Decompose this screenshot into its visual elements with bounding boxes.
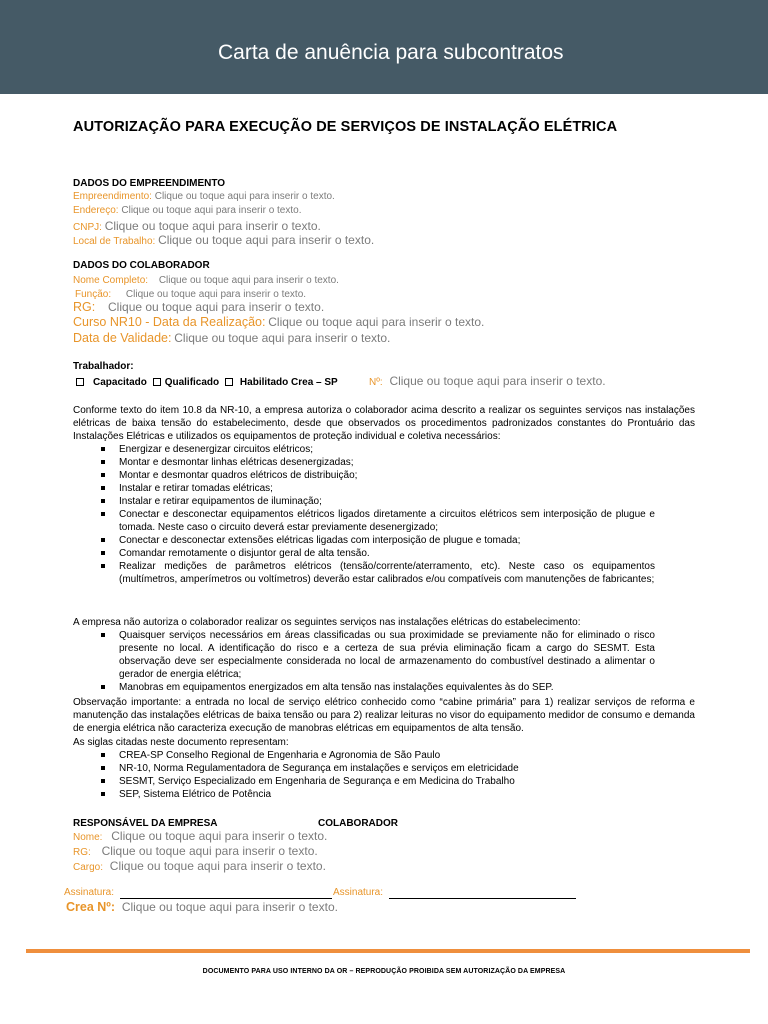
footer-divider: [26, 949, 750, 953]
nome-completo-input[interactable]: Clique ou toque aqui para inserir o texto.: [158, 275, 339, 286]
field-nome-completo: [73, 274, 339, 287]
list-item: Conectar e desconectar extensões elétricas ligadas com interposição de plugue e tomada;: [100, 534, 655, 547]
acronyms-intro: As siglas citadas neste documento representam:: [73, 737, 289, 748]
not-authorized-list: [100, 629, 655, 694]
list-item: Realizar medições de parâmetros elétricos (tensão/corrente/aterramento, etc). Neste caso os equipamentos (multímetros, amperímetros ou voltímetros) deverão estar calibrados e/ou compatíveis com manutenções de fabricantes;: [100, 560, 655, 586]
list-item: Quaisquer serviços necessários em áreas classificadas ou sua proximidade se previamente não for eliminado o risco presente no local. A identificação do risco e a certeza de sua prévia eliminação ficam a cargo do SESMT. Esta observação deve ser especialmente considerada no local de armazenamento do combustível destinado a alimentar o gerador de energia elétrica;: [100, 629, 655, 681]
list-item: Montar e desmontar linhas elétricas desenergizadas;: [100, 456, 655, 469]
signature-cargo-input[interactable]: Clique ou toque aqui para inserir o texto.: [109, 859, 326, 873]
cnpj-input[interactable]: Clique ou toque aqui para inserir o texto.: [104, 219, 321, 233]
option-label: Capacitado: [93, 377, 147, 388]
data-validade-input[interactable]: Clique ou toque aqui para inserir o texto.: [174, 331, 391, 345]
field-signature-rg: [73, 844, 318, 859]
field-label: Curso NR10 - Data da Realização:: [73, 315, 266, 329]
document-title: AUTORIZAÇÃO PARA EXECUÇÃO DE SERVIÇOS DE INSTALAÇÃO ELÉTRICA: [73, 119, 618, 135]
field-label: RG:: [73, 847, 91, 858]
field-cnpj: [73, 219, 321, 234]
section-heading-empreendimento: DADOS DO EMPREENDIMENTO: [73, 178, 226, 189]
list-item: Energizar e desenergizar circuitos elétricos;: [100, 443, 655, 456]
trabalhador-options: [73, 376, 338, 389]
field-label: Nº:: [369, 377, 383, 388]
section-heading-colaborador: DADOS DO COLABORADOR: [73, 260, 210, 271]
signature-nome-input[interactable]: Clique ou toque aqui para inserir o texto.: [111, 829, 328, 843]
header-title: Carta de anuência para subcontratos: [218, 41, 564, 64]
field-label: CNPJ:: [73, 222, 102, 233]
field-label: Data de Validade:: [73, 331, 172, 345]
crea-input[interactable]: Clique ou toque aqui para inserir o texto.: [121, 900, 338, 914]
list-item: Montar e desmontar quadros elétricos de distribuição;: [100, 469, 655, 482]
colaborador-heading: COLABORADOR: [318, 818, 398, 829]
option-label: Qualificado: [164, 377, 220, 388]
field-local-trabalho: [73, 233, 374, 248]
curso-nr10-input[interactable]: Clique ou toque aqui para inserir o texto.: [268, 315, 485, 329]
habilitado-crea-checkbox[interactable]: [225, 378, 233, 386]
signature-rg-input[interactable]: Clique ou toque aqui para inserir o texto.: [101, 844, 318, 858]
field-label: Cargo:: [73, 862, 104, 873]
field-numero: [369, 374, 606, 389]
not-authorized-intro: A empresa não autoriza o colaborador realizar os seguintes serviços nas instalações elétricas do estabelecimento:: [73, 617, 581, 628]
list-item: Instalar e retirar tomadas elétricas;: [100, 482, 655, 495]
list-item: Manobras em equipamentos energizados em alta tensão nas instalações equivalentes às do SEP.: [100, 681, 655, 694]
field-label: Função:: [75, 289, 112, 300]
assinatura-empresa-label: [64, 886, 114, 899]
header-banner: [0, 0, 768, 94]
authorized-list: [100, 443, 655, 586]
list-item: Instalar e retirar equipamentos de iluminação;: [100, 495, 655, 508]
list-item: CREA-SP Conselho Regional de Engenharia e Agronomia de São Paulo: [100, 749, 655, 762]
qualificado-checkbox[interactable]: [153, 378, 161, 386]
list-item: Conectar e desconectar equipamentos elétricos ligados diretamente a circuitos elétricos sem interposição de plugue e tomada. Neste caso o circuito deverá estar previamente desenergizado;: [100, 508, 655, 534]
local-trabalho-input[interactable]: Clique ou toque aqui para inserir o texto.: [158, 233, 375, 247]
endereco-input[interactable]: Clique ou toque aqui para inserir o texto.: [121, 205, 302, 216]
list-item: SEP, Sistema Elétrico de Potência: [100, 788, 655, 801]
footer-text: DOCUMENTO PARA USO INTERNO DA OR – REPRODUÇÃO PROIBIDA SEM AUTORIZAÇÃO DA EMPRESA: [202, 968, 566, 975]
empresa-heading: RESPONSÁVEL DA EMPRESA: [73, 818, 218, 829]
list-item: NR-10, Norma Regulamentadora de Segurança em instalações e serviços em eletricidade: [100, 762, 655, 775]
option-label: Habilitado Crea – SP: [239, 377, 338, 388]
field-label: Nome Completo:: [73, 275, 149, 286]
funcao-input[interactable]: Clique ou toque aqui para inserir o texto.: [125, 289, 307, 300]
field-label: Local de Trabalho:: [73, 236, 156, 247]
field-empreendimento: [73, 190, 335, 203]
field-crea: [66, 900, 338, 915]
field-label: Nome:: [73, 832, 103, 843]
assinatura-colaborador-label: [333, 886, 383, 899]
field-label: Endereço:: [73, 205, 119, 216]
authorized-intro: Conforme texto do item 10.8 da NR-10, a empresa autoriza o colaborador acima descrito a realizar os seguintes serviços nas instalações elétricas de baixa tensão do estabelecimento, desde que observados os procedimentos padronizados constantes do Prontuário das Instalações Elétricas e utilizados os equipamentos de proteção individual e coletiva necessários:: [73, 405, 695, 442]
list-item: Comandar remotamente o disjuntor geral de alta tensão.: [100, 547, 655, 560]
rg-input[interactable]: Clique ou toque aqui para inserir o texto.: [108, 300, 325, 314]
capacitado-checkbox[interactable]: [76, 378, 84, 386]
field-rg: [73, 300, 324, 315]
field-label: RG:: [73, 300, 96, 314]
trabalhador-label: Trabalhador:: [73, 361, 134, 372]
field-signature-nome: [73, 829, 327, 844]
acronyms-list: [100, 749, 655, 801]
assinatura-colaborador-line[interactable]: [389, 898, 576, 899]
observation-paragraph: Observação importante: a entrada no local de serviço elétrico conhecido como “cabine primária” para 1) realizar serviços de reforma e manutenção das instalações elétricas de baixa tensão ou para 2) realizar leituras no visor do equipamento medidor de consumo e demanda de energia elétrica não caracteriza execução de manobras elétricas em equipamentos de alta tensão.: [73, 697, 695, 734]
assinatura-empresa-line[interactable]: [120, 898, 332, 899]
field-label: Assinatura:: [333, 887, 384, 898]
field-curso-nr10: [73, 315, 484, 330]
field-data-validade: [73, 331, 390, 346]
field-label: Empreendimento:: [73, 191, 152, 202]
numero-input[interactable]: Clique ou toque aqui para inserir o texto.: [389, 374, 606, 388]
list-item: SESMT, Serviço Especializado em Engenharia de Segurança e em Medicina do Trabalho: [100, 775, 655, 788]
field-signature-cargo: [73, 859, 326, 874]
field-label: Assinatura:: [64, 887, 115, 898]
field-endereco: [73, 204, 302, 217]
field-label: Crea Nº:: [66, 900, 116, 914]
empreendimento-input[interactable]: Clique ou toque aqui para inserir o texto.: [154, 191, 335, 202]
